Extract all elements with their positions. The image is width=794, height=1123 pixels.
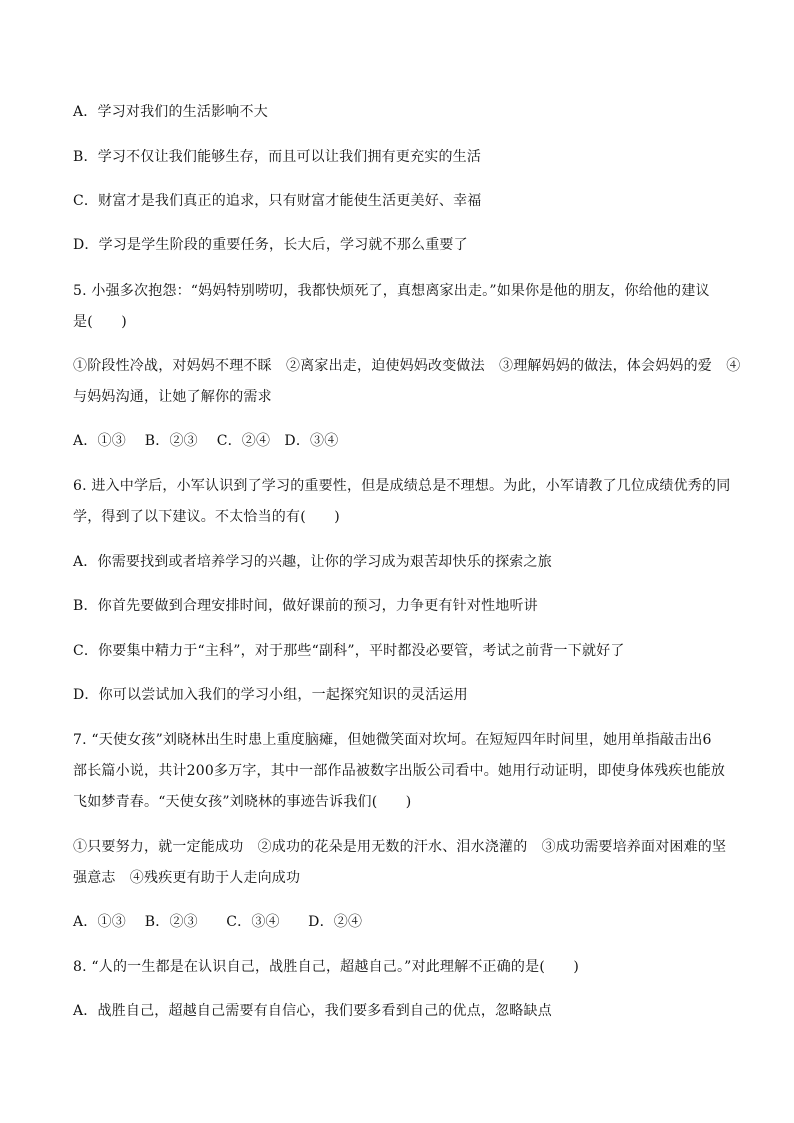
q7-stem-line-3: 飞如梦青春。“天使女孩”刘晓林的事迹告诉我们( ) bbox=[73, 794, 412, 810]
q6-option-b: B．你首先要做到合理安排时间，做好课前的预习，力争更有针对性地听讲 bbox=[73, 598, 538, 614]
q5-statements-line-2: 与妈妈沟通，让她了解你的需求 bbox=[73, 389, 272, 405]
q6-stem-line-2: 学，得到了以下建议。不太恰当的有( ) bbox=[73, 509, 340, 525]
q6-option-d: D．你可以尝试加入我们的学习小组，一起探究知识的灵活运用 bbox=[73, 687, 468, 703]
q7-stem-line-1: 7. “天使女孩”刘晓林出生时患上重度脑瘫，但她微笑面对坎坷。在短短四年时间里，她用单指敲击出6 bbox=[73, 732, 712, 748]
q8-option-a: A．战胜自己，超越自己需要有自信心，我们要多看到自己的优点，忽略缺点 bbox=[73, 1003, 552, 1019]
q6-option-c: C．你要集中精力于“主科”，对于那些“副科”，平时都没必要管，考试之前背一下就好了 bbox=[73, 643, 625, 659]
q5-options: A．①③ B．②③ C．②④ D．③④ bbox=[73, 433, 339, 449]
q8-stem: 8. “人的一生都是在认识自己，战胜自己，超越自己。”对此理解不正确的是( ) bbox=[73, 959, 580, 975]
q5-statements-line-1: ①阶段性冷战，对妈妈不理不睬 ②离家出走，迫使妈妈改变做法 ③理解妈妈的做法，体会妈妈的爱 ④ bbox=[73, 358, 741, 374]
q7-statements-line-2: 强意志 ④残疾更有助于人走向成功 bbox=[73, 870, 301, 886]
q6-stem-line-1: 6. 进入中学后，小军认识到了学习的重要性，但是成绩总是不理想。为此，小军请教了几位成绩优秀的同 bbox=[73, 478, 731, 494]
q4-option-a: A．学习对我们的生活影响不大 bbox=[73, 104, 268, 120]
q4-option-c: C．财富才是我们真正的追求，只有财富才能使生活更美好、幸福 bbox=[73, 193, 482, 209]
q5-stem-line-1: 5. 小强多次抱怨：“妈妈特别唠叨，我都快烦死了，真想离家出走。”如果你是他的朋友，你给他的建议 bbox=[73, 283, 710, 299]
q7-statements-line-1: ①只要努力，就一定能成功 ②成功的花朵是用无数的汗水、泪水浇灌的 ③成功需要培养面对困难的坚 bbox=[73, 839, 727, 855]
q6-option-a: A．你需要找到或者培养学习的兴趣，让你的学习成为艰苦却快乐的探索之旅 bbox=[73, 554, 552, 570]
q5-stem-line-2: 是( ) bbox=[73, 314, 127, 330]
q4-option-d: D．学习是学生阶段的重要任务，长大后，学习就不那么重要了 bbox=[73, 237, 468, 253]
q7-stem-line-2: 部长篇小说，共计200多万字，其中一部作品被数字出版公司看中。她用行动证明，即使身体残疾也能放 bbox=[73, 763, 726, 779]
q4-option-b: B．学习不仅让我们能够生存，而且可以让我们拥有更充实的生活 bbox=[73, 149, 482, 165]
q7-options: A．①③ B．②③ C．③④ D．②④ bbox=[73, 914, 363, 930]
